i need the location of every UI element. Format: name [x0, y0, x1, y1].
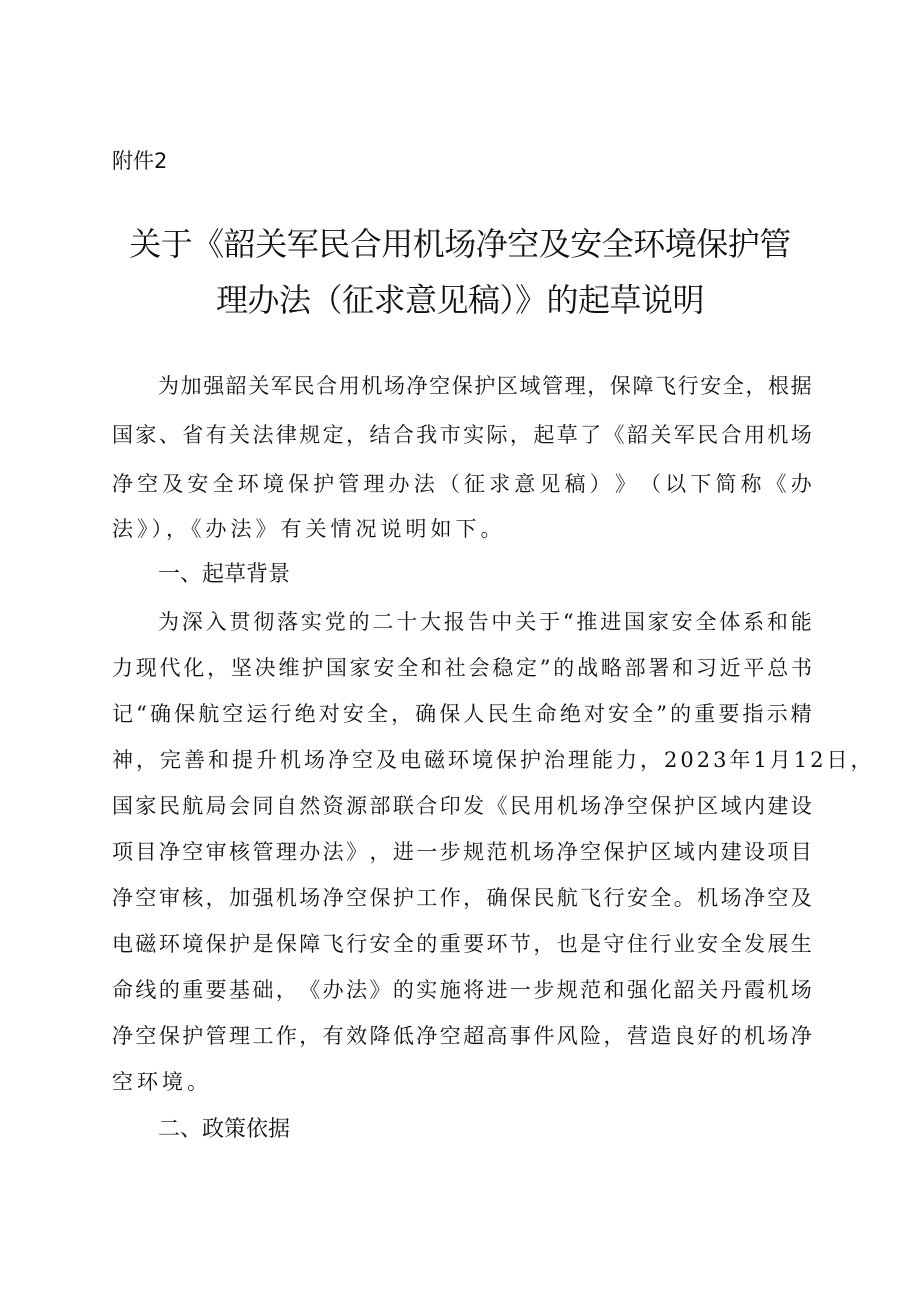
body-line: 为 加 强 韶 关 军 民 合 用 机 场 净 空 保 护 区 域 管 理 ， 保 障 飞 行 安 全 ， 根 据	[158, 374, 812, 398]
body-line: 命 线 的 重 要 基 础 ， 《 办 法 》 的 实 施 将 进 一 步 规 范 和 强 化 韶 关 丹 霞 机 场	[112, 978, 812, 1002]
body-line: 为 深 入 贯 彻 落 实 党 的 二 十 大 报 告 中 关 于 “ 推 进 国 家 安 全 体 系 和 能	[158, 610, 812, 634]
body-line: 净 空 审 核 ， 加 强 机 场 净 空 保 护 工 作 ， 确 保 民 航 飞 行 安 全 。 机 场 净 空 及	[112, 886, 812, 910]
body-line: 净 空 保 护 管 理 工 作 ， 有 效 降 低 净 空 超 高 事 件 风 险 ， 营 造 良 好 的 机 场 净	[112, 1024, 812, 1048]
section-heading-background: 一、起草背景	[158, 562, 291, 587]
body-line: 力 现 代 化 ， 坚 决 维 护 国 家 安 全 和 社 会 稳 定 ” 的 战 略 部 署 和 习 近 平 总 书	[112, 656, 812, 680]
title-line-2: 理办法（征求意见稿）》的起草说明	[215, 281, 704, 319]
body-line: 法》），《办法》有关情况说明如下。	[112, 517, 506, 541]
body-line: 神，完善和提升机场净空及电磁环境保护治理能力，2023年1月12日，	[112, 748, 875, 772]
body-line: 国 家 、 省 有 关 法 律 规 定 ， 结 合 我 市 实 际 ， 起 草 了 《 韶 关 军 民 合 用 机 场	[112, 423, 812, 447]
document-title	[112, 216, 808, 328]
title-line-1: 关于《韶关军民合用机场净空及安全环境保护管	[129, 225, 791, 263]
body-line: 项 目 净 空 审 核 管 理 办 法 》 ， 进 一 步 规 范 机 场 净 空 保 护 区 域 内 建 设 项 目	[112, 840, 812, 864]
body-line: 国 家 民 航 局 会 同 自 然 资 源 部 联 合 印 发 《 民 用 机 场 净 空 保 护 区 域 内 建 设	[112, 794, 812, 818]
section-heading-policy-basis: 二、政策依据	[158, 1117, 291, 1142]
body-line: 净 空 及 安 全 环 境 保 护 管 理 办 法 （ 征 求 意 见 稿 ） 》 （ 以 下 简 称 《 办	[112, 472, 812, 496]
attachment-label: 附件2	[112, 149, 168, 173]
body-line: 电 磁 环 境 保 护 是 保 障 飞 行 安 全 的 重 要 环 节 ， 也 是 守 住 行 业 安 全 发 展 生	[112, 932, 812, 956]
body-line: 空环境。	[112, 1070, 212, 1094]
body-line: 记 “ 确 保 航 空 运 行 绝 对 安 全 ， 确 保 人 民 生 命 绝 对 安 全 ” 的 重 要 指 示 精	[112, 702, 812, 726]
